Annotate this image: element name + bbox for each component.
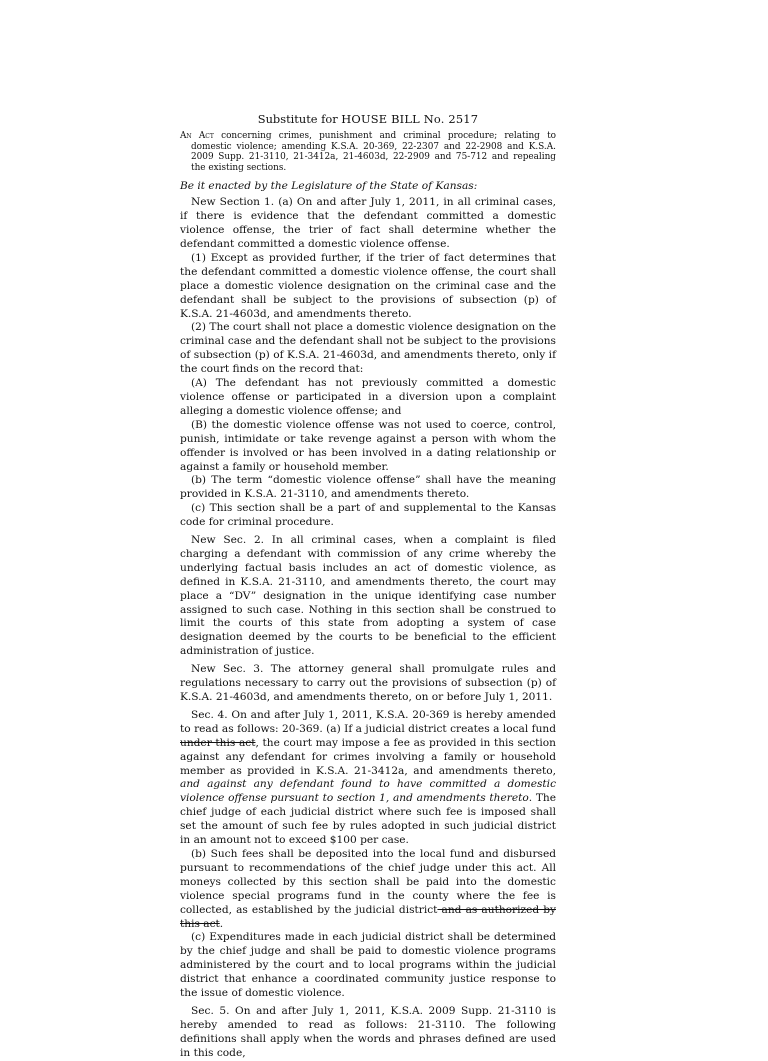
section-1-a: New Section 1. (a) On and after July 1, 2011, in all criminal cases, if there is evidence that the defendant committed a domestic violence offense, the trier of fact shall determine whether the defendant committed a domestic violence offense.	[180, 196, 556, 250]
section-3: New Sec. 3. The attorney general shall promulgate rules and regulations necessary to carry out the provisions of subsection (p) of K.S.A. 21-4603d, and amendments thereto, on or before July 1, 2011.	[180, 663, 556, 703]
act-description: concerning crimes, punishment and criminal procedure; relating to domestic violence; amending K.S.A. 20-369, 22-2307 and 22-2908 and K.S.A. 2009 Supp. 21-3110, 21-3412a, 21-4603d, 22-2909 and 75-712 and repealing the existing sections.	[191, 131, 556, 173]
section-4-a-intro: Sec. 4. On and after July 1, 2011, K.S.A. 20-369 is hereby amended to read as follows: 20-369. (a) If a judicial district creates a local fund	[180, 708, 556, 735]
section-4-a-end: . The chief judge of each judicial district where such fee is imposed shall set the amount of such fee by rules adopted in such judicial district in an amount not to exceed $100 per case.	[180, 792, 556, 847]
section-1-a-2-A: (A) The defendant has not previously committed a domestic violence offense or participated in a diversion upon a complaint alleging a domestic violence offense; and	[180, 377, 556, 417]
section-1-b: (b) The term “domestic violence offense” shall have the meaning provided in K.S.A. 21-3110, and amendments thereto.	[180, 474, 556, 501]
section-5: Sec. 5. On and after July 1, 2011, K.S.A. 2009 Supp. 21-3110 is hereby amended to read as follows: 21-3110. The following definitions shall apply when the words and phrases defined are used in this code,	[180, 1004, 556, 1059]
section-1-a-2-B: (B) the domestic violence offense was not used to coerce, control, punish, intimidate or take revenge against a person with whom the offender is involved or has been involved in a dating relationship or against a family or household member.	[180, 418, 556, 473]
section-4-a-middle: , the court may impose a fee as provided in this section against any defendant for crimes involving a family or household member as provided in K.S.A. 21-3412a, and amendments thereto,	[180, 736, 556, 777]
struck-text: under this act	[180, 736, 256, 749]
struck-text: and as authorized by this act	[180, 903, 556, 930]
title-bill-number: HOUSE BILL No. 2517	[341, 112, 479, 126]
act-lead: An Act	[180, 131, 214, 141]
section-1-a-1: (1) Except as provided further, if the trier of fact determines that the defendant committed a domestic violence offense, the court shall place a domestic violence designation on the criminal case and the defendant shall be subject to the provisions of subsection (p) of K.S.A. 21-4603d, and amendments thereto.	[180, 251, 556, 320]
section-4-a	[180, 709, 556, 848]
section-1-a-2: (2) The court shall not place a domestic violence designation on the criminal case and the defendant shall not be subject to the provisions of subsection (p) of K.S.A. 21-4603d, and amendments thereto, only if the court finds on the record that:	[180, 321, 556, 376]
section-4-b	[180, 848, 556, 931]
section-4-c: (c) Expenditures made in each judicial district shall be determined by the chief judge and shall be paid to domestic violence programs administered by the court and to local programs within the judicial district that enhance a coordinated community justice response to the issue of domestic violence.	[180, 931, 556, 1000]
inserted-text: and against any defendant found to have committed a domestic violence offense pursuant to section 1, and amendments thereto	[180, 778, 556, 805]
section-1-c: (c) This section shall be a part of and supplemental to the Kansas code for criminal procedure.	[180, 502, 556, 529]
enacting-clause: Be it enacted by the Legislature of the State of Kansas:	[180, 180, 478, 193]
section-4-b-intro: (b) Such fees shall be deposited into the local fund and disbursed pursuant to recommendations of the chief judge under this act. All moneys collected by this section shall be paid into the domestic violence special programs fund in the county where the fee is collected, as established by the judicial district	[180, 847, 556, 916]
section-2: New Sec. 2. In all criminal cases, when a complaint is filed charging a defendant with commission of any crime whereby the underlying factual basis includes an act of domestic violence, as defined in K.S.A. 21-3110, and amendments thereto, the court may place a “DV” designation in the unique identifying case number assigned to such case. Nothing in this section shall be construed to limit the courts of this state from adopting a system of case designation deemed by the courts to be beneficial to the efficient administration of justice.	[180, 534, 556, 658]
section-4-b-end: .	[219, 917, 224, 930]
act-summary	[180, 131, 556, 173]
bill-text-column	[180, 112, 556, 1061]
bill-title	[180, 112, 556, 126]
title-prefix: Substitute for	[257, 112, 342, 126]
